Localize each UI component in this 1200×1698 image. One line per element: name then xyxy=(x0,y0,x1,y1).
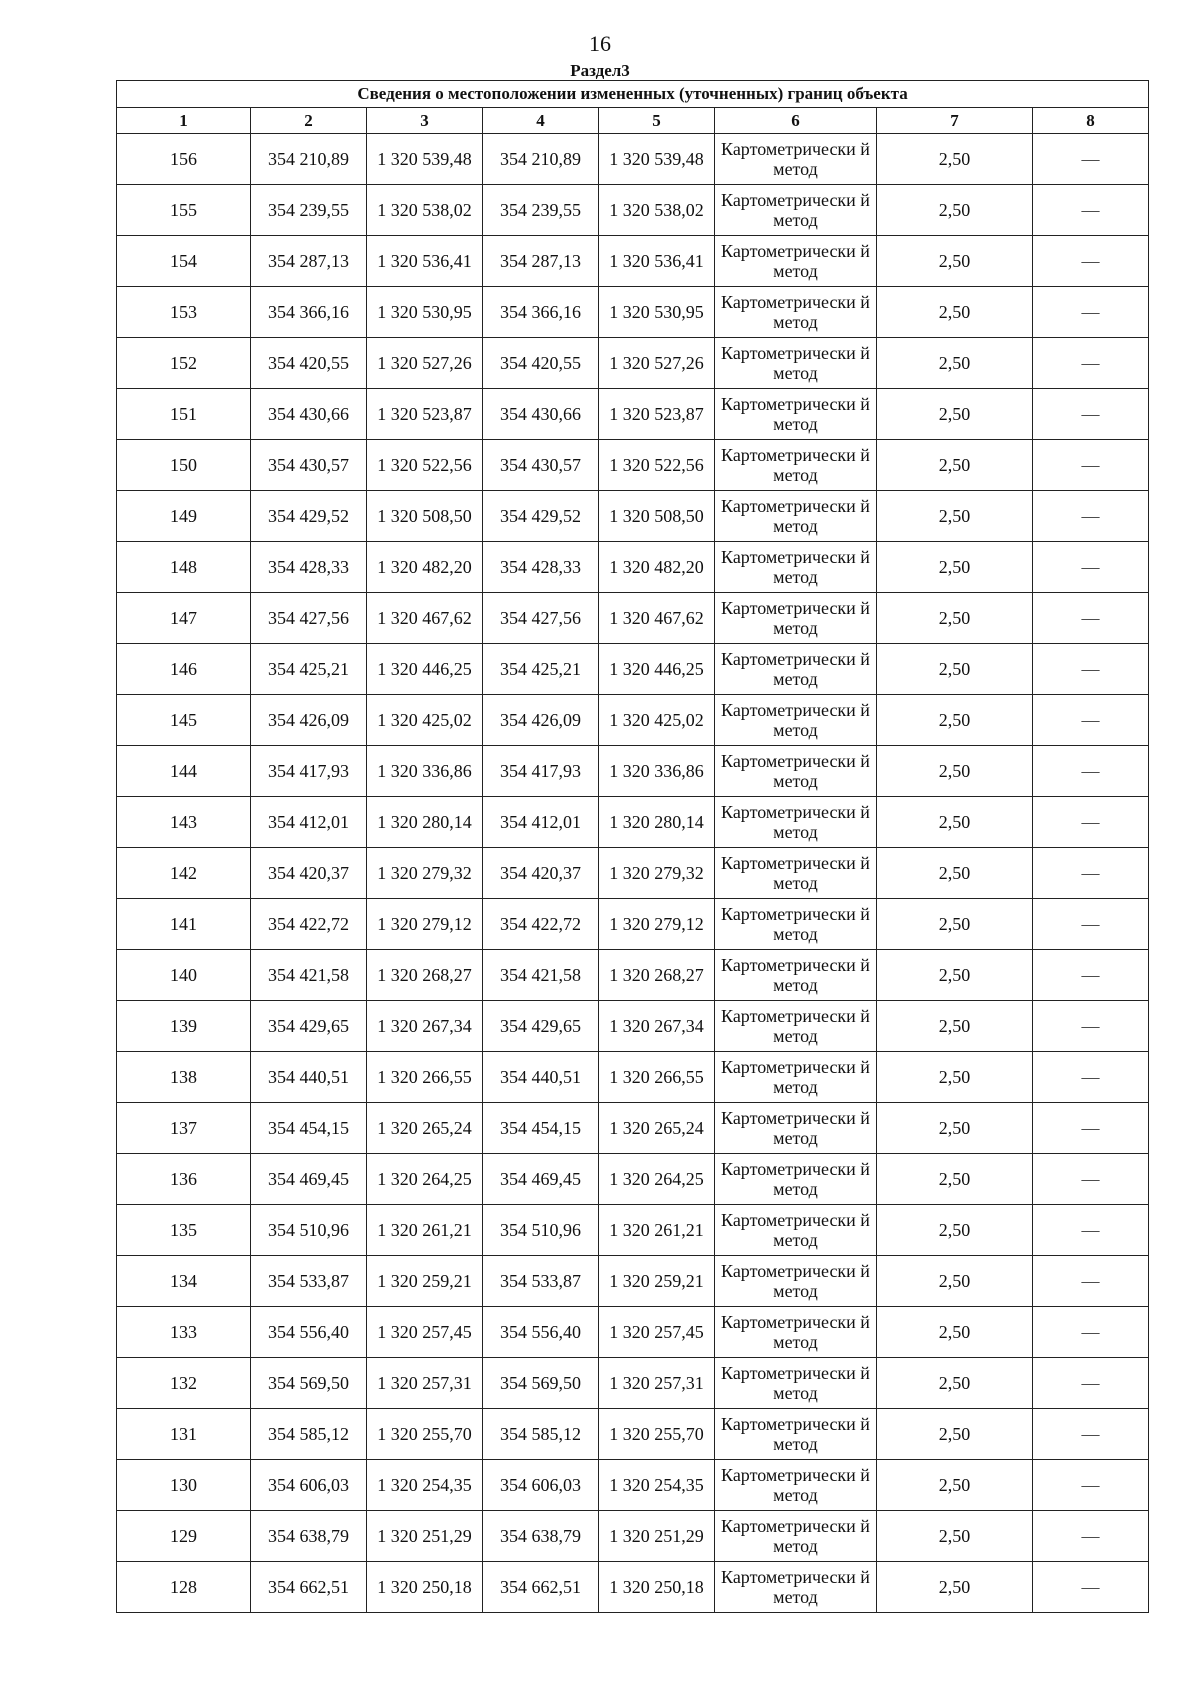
cell-point-number: 155 xyxy=(117,185,251,236)
cell-x-existing: 354 420,37 xyxy=(251,848,367,899)
cell-accuracy: 2,50 xyxy=(877,1409,1033,1460)
cell-method: Картометрически й метод xyxy=(715,542,877,593)
cell-point-number: 140 xyxy=(117,950,251,1001)
cell-method: Картометрически й метод xyxy=(715,1052,877,1103)
cell-y-new: 1 320 446,25 xyxy=(599,644,715,695)
cell-y-existing: 1 320 255,70 xyxy=(367,1409,483,1460)
cell-method: Картометрически й метод xyxy=(715,1460,877,1511)
cell-method: Картометрически й метод xyxy=(715,797,877,848)
cell-y-new: 1 320 467,62 xyxy=(599,593,715,644)
cell-point-number: 150 xyxy=(117,440,251,491)
cell-x-existing: 354 606,03 xyxy=(251,1460,367,1511)
cell-point-number: 146 xyxy=(117,644,251,695)
cell-y-existing: 1 320 446,25 xyxy=(367,644,483,695)
cell-x-existing: 354 430,66 xyxy=(251,389,367,440)
cell-y-new: 1 320 336,86 xyxy=(599,746,715,797)
cell-x-new: 354 556,40 xyxy=(483,1307,599,1358)
cell-x-new: 354 422,72 xyxy=(483,899,599,950)
cell-y-new: 1 320 255,70 xyxy=(599,1409,715,1460)
cell-x-new: 354 569,50 xyxy=(483,1358,599,1409)
cell-x-new: 354 430,66 xyxy=(483,389,599,440)
cell-y-existing: 1 320 268,27 xyxy=(367,950,483,1001)
cell-y-new: 1 320 523,87 xyxy=(599,389,715,440)
cell-accuracy: 2,50 xyxy=(877,899,1033,950)
column-number-4: 4 xyxy=(483,108,599,134)
cell-x-existing: 354 430,57 xyxy=(251,440,367,491)
cell-point-number: 134 xyxy=(117,1256,251,1307)
cell-y-new: 1 320 522,56 xyxy=(599,440,715,491)
cell-point-number: 154 xyxy=(117,236,251,287)
cell-y-new: 1 320 266,55 xyxy=(599,1052,715,1103)
cell-x-new: 354 210,89 xyxy=(483,134,599,185)
cell-x-new: 354 421,58 xyxy=(483,950,599,1001)
cell-method: Картометрически й метод xyxy=(715,746,877,797)
cell-description: — xyxy=(1033,695,1149,746)
cell-y-new: 1 320 508,50 xyxy=(599,491,715,542)
cell-point-number: 131 xyxy=(117,1409,251,1460)
cell-point-number: 149 xyxy=(117,491,251,542)
cell-point-number: 143 xyxy=(117,797,251,848)
cell-description: — xyxy=(1033,440,1149,491)
column-number-row xyxy=(117,108,1149,134)
cell-description: — xyxy=(1033,389,1149,440)
cell-x-new: 354 420,37 xyxy=(483,848,599,899)
cell-point-number: 139 xyxy=(117,1001,251,1052)
cell-accuracy: 2,50 xyxy=(877,1052,1033,1103)
cell-method: Картометрически й метод xyxy=(715,1256,877,1307)
cell-y-existing: 1 320 527,26 xyxy=(367,338,483,389)
cell-accuracy: 2,50 xyxy=(877,593,1033,644)
cell-point-number: 128 xyxy=(117,1562,251,1613)
cell-y-new: 1 320 265,24 xyxy=(599,1103,715,1154)
cell-y-new: 1 320 267,34 xyxy=(599,1001,715,1052)
cell-y-new: 1 320 527,26 xyxy=(599,338,715,389)
cell-x-existing: 354 454,15 xyxy=(251,1103,367,1154)
table-row xyxy=(117,185,1149,236)
cell-y-new: 1 320 259,21 xyxy=(599,1256,715,1307)
cell-method: Картометрически й метод xyxy=(715,1358,877,1409)
table-row xyxy=(117,134,1149,185)
table-row xyxy=(117,950,1149,1001)
cell-x-existing: 354 428,33 xyxy=(251,542,367,593)
cell-point-number: 138 xyxy=(117,1052,251,1103)
cell-x-existing: 354 556,40 xyxy=(251,1307,367,1358)
cell-y-existing: 1 320 523,87 xyxy=(367,389,483,440)
cell-description: — xyxy=(1033,134,1149,185)
cell-x-existing: 354 469,45 xyxy=(251,1154,367,1205)
cell-y-existing: 1 320 280,14 xyxy=(367,797,483,848)
cell-y-existing: 1 320 279,12 xyxy=(367,899,483,950)
cell-point-number: 129 xyxy=(117,1511,251,1562)
cell-x-existing: 354 533,87 xyxy=(251,1256,367,1307)
cell-x-new: 354 428,33 xyxy=(483,542,599,593)
cell-x-new: 354 510,96 xyxy=(483,1205,599,1256)
cell-description: — xyxy=(1033,746,1149,797)
cell-y-existing: 1 320 536,41 xyxy=(367,236,483,287)
cell-method: Картометрически й метод xyxy=(715,185,877,236)
cell-y-existing: 1 320 530,95 xyxy=(367,287,483,338)
cell-description: — xyxy=(1033,236,1149,287)
cell-y-new: 1 320 530,95 xyxy=(599,287,715,338)
cell-x-new: 354 426,09 xyxy=(483,695,599,746)
cell-x-existing: 354 429,52 xyxy=(251,491,367,542)
cell-y-existing: 1 320 336,86 xyxy=(367,746,483,797)
cell-accuracy: 2,50 xyxy=(877,440,1033,491)
cell-accuracy: 2,50 xyxy=(877,491,1033,542)
cell-y-new: 1 320 257,45 xyxy=(599,1307,715,1358)
table-row xyxy=(117,899,1149,950)
cell-y-new: 1 320 538,02 xyxy=(599,185,715,236)
table-caption: Сведения о местоположении измененных (уточненных) границ объекта xyxy=(117,81,1149,108)
cell-point-number: 132 xyxy=(117,1358,251,1409)
table-row xyxy=(117,797,1149,848)
cell-y-existing: 1 320 522,56 xyxy=(367,440,483,491)
cell-point-number: 136 xyxy=(117,1154,251,1205)
cell-x-existing: 354 412,01 xyxy=(251,797,367,848)
cell-x-new: 354 420,55 xyxy=(483,338,599,389)
cell-method: Картометрически й метод xyxy=(715,899,877,950)
cell-method: Картометрически й метод xyxy=(715,338,877,389)
table-row xyxy=(117,1358,1149,1409)
cell-y-existing: 1 320 266,55 xyxy=(367,1052,483,1103)
cell-accuracy: 2,50 xyxy=(877,1307,1033,1358)
cell-method: Картометрически й метод xyxy=(715,644,877,695)
cell-x-new: 354 417,93 xyxy=(483,746,599,797)
cell-x-new: 354 427,56 xyxy=(483,593,599,644)
cell-description: — xyxy=(1033,1256,1149,1307)
cell-accuracy: 2,50 xyxy=(877,1001,1033,1052)
cell-point-number: 137 xyxy=(117,1103,251,1154)
cell-x-existing: 354 239,55 xyxy=(251,185,367,236)
cell-point-number: 153 xyxy=(117,287,251,338)
cell-x-new: 354 533,87 xyxy=(483,1256,599,1307)
cell-description: — xyxy=(1033,185,1149,236)
cell-point-number: 144 xyxy=(117,746,251,797)
cell-description: — xyxy=(1033,848,1149,899)
cell-method: Картометрически й метод xyxy=(715,1001,877,1052)
cell-accuracy: 2,50 xyxy=(877,1511,1033,1562)
cell-accuracy: 2,50 xyxy=(877,134,1033,185)
cell-method: Картометрически й метод xyxy=(715,695,877,746)
cell-y-new: 1 320 482,20 xyxy=(599,542,715,593)
cell-x-existing: 354 585,12 xyxy=(251,1409,367,1460)
table-row xyxy=(117,593,1149,644)
cell-method: Картометрически й метод xyxy=(715,950,877,1001)
cell-point-number: 145 xyxy=(117,695,251,746)
table-row xyxy=(117,1001,1149,1052)
table-body xyxy=(117,134,1149,1613)
cell-point-number: 141 xyxy=(117,899,251,950)
table-row xyxy=(117,1307,1149,1358)
cell-accuracy: 2,50 xyxy=(877,950,1033,1001)
table-row xyxy=(117,1154,1149,1205)
cell-y-existing: 1 320 539,48 xyxy=(367,134,483,185)
cell-accuracy: 2,50 xyxy=(877,1358,1033,1409)
cell-method: Картометрически й метод xyxy=(715,1511,877,1562)
table-row xyxy=(117,491,1149,542)
cell-y-existing: 1 320 467,62 xyxy=(367,593,483,644)
cell-description: — xyxy=(1033,1562,1149,1613)
cell-x-existing: 354 287,13 xyxy=(251,236,367,287)
cell-method: Картометрически й метод xyxy=(715,1154,877,1205)
cell-y-existing: 1 320 254,35 xyxy=(367,1460,483,1511)
cell-method: Картометрически й метод xyxy=(715,1307,877,1358)
cell-x-new: 354 429,52 xyxy=(483,491,599,542)
cell-x-new: 354 662,51 xyxy=(483,1562,599,1613)
cell-x-new: 354 429,65 xyxy=(483,1001,599,1052)
cell-y-new: 1 320 279,12 xyxy=(599,899,715,950)
cell-point-number: 151 xyxy=(117,389,251,440)
cell-y-new: 1 320 250,18 xyxy=(599,1562,715,1613)
cell-accuracy: 2,50 xyxy=(877,746,1033,797)
coordinates-table xyxy=(116,80,1149,1613)
table-row xyxy=(117,1052,1149,1103)
cell-description: — xyxy=(1033,491,1149,542)
table-row xyxy=(117,1103,1149,1154)
cell-description: — xyxy=(1033,338,1149,389)
cell-method: Картометрически й метод xyxy=(715,287,877,338)
cell-x-new: 354 469,45 xyxy=(483,1154,599,1205)
cell-x-new: 354 287,13 xyxy=(483,236,599,287)
cell-accuracy: 2,50 xyxy=(877,1154,1033,1205)
cell-accuracy: 2,50 xyxy=(877,389,1033,440)
table-row xyxy=(117,1511,1149,1562)
table-row xyxy=(117,1205,1149,1256)
cell-description: — xyxy=(1033,644,1149,695)
table-row xyxy=(117,1562,1149,1613)
cell-method: Картометрически й метод xyxy=(715,389,877,440)
cell-description: — xyxy=(1033,542,1149,593)
cell-point-number: 156 xyxy=(117,134,251,185)
column-number-8: 8 xyxy=(1033,108,1149,134)
table-caption-row xyxy=(117,81,1149,108)
cell-method: Картометрически й метод xyxy=(715,440,877,491)
column-number-1: 1 xyxy=(117,108,251,134)
cell-accuracy: 2,50 xyxy=(877,185,1033,236)
cell-y-new: 1 320 251,29 xyxy=(599,1511,715,1562)
table-row xyxy=(117,1256,1149,1307)
cell-point-number: 148 xyxy=(117,542,251,593)
cell-accuracy: 2,50 xyxy=(877,542,1033,593)
cell-point-number: 133 xyxy=(117,1307,251,1358)
cell-x-existing: 354 425,21 xyxy=(251,644,367,695)
cell-y-new: 1 320 254,35 xyxy=(599,1460,715,1511)
cell-x-existing: 354 422,72 xyxy=(251,899,367,950)
table-row xyxy=(117,746,1149,797)
cell-x-existing: 354 426,09 xyxy=(251,695,367,746)
cell-description: — xyxy=(1033,593,1149,644)
cell-x-new: 354 606,03 xyxy=(483,1460,599,1511)
table-row xyxy=(117,1409,1149,1460)
cell-description: — xyxy=(1033,1103,1149,1154)
cell-method: Картометрически й метод xyxy=(715,134,877,185)
cell-y-new: 1 320 536,41 xyxy=(599,236,715,287)
cell-y-new: 1 320 539,48 xyxy=(599,134,715,185)
cell-y-existing: 1 320 261,21 xyxy=(367,1205,483,1256)
cell-y-existing: 1 320 265,24 xyxy=(367,1103,483,1154)
cell-point-number: 152 xyxy=(117,338,251,389)
table-row xyxy=(117,695,1149,746)
cell-description: — xyxy=(1033,797,1149,848)
cell-y-new: 1 320 268,27 xyxy=(599,950,715,1001)
cell-description: — xyxy=(1033,287,1149,338)
cell-accuracy: 2,50 xyxy=(877,644,1033,695)
cell-method: Картометрически й метод xyxy=(715,593,877,644)
cell-y-existing: 1 320 508,50 xyxy=(367,491,483,542)
cell-description: — xyxy=(1033,1358,1149,1409)
cell-x-new: 354 585,12 xyxy=(483,1409,599,1460)
cell-y-existing: 1 320 259,21 xyxy=(367,1256,483,1307)
table-row xyxy=(117,542,1149,593)
cell-accuracy: 2,50 xyxy=(877,1256,1033,1307)
cell-point-number: 142 xyxy=(117,848,251,899)
cell-method: Картометрически й метод xyxy=(715,848,877,899)
cell-x-new: 354 412,01 xyxy=(483,797,599,848)
cell-y-existing: 1 320 257,31 xyxy=(367,1358,483,1409)
section-title: Раздел3 xyxy=(570,61,630,80)
cell-x-new: 354 638,79 xyxy=(483,1511,599,1562)
page-number: 16 xyxy=(589,31,611,56)
cell-accuracy: 2,50 xyxy=(877,797,1033,848)
cell-y-existing: 1 320 482,20 xyxy=(367,542,483,593)
column-number-7: 7 xyxy=(877,108,1033,134)
cell-y-existing: 1 320 250,18 xyxy=(367,1562,483,1613)
column-number-6: 6 xyxy=(715,108,877,134)
cell-description: — xyxy=(1033,899,1149,950)
column-number-3: 3 xyxy=(367,108,483,134)
cell-x-existing: 354 440,51 xyxy=(251,1052,367,1103)
cell-x-existing: 354 638,79 xyxy=(251,1511,367,1562)
cell-description: — xyxy=(1033,1052,1149,1103)
table-row xyxy=(117,389,1149,440)
table-row xyxy=(117,287,1149,338)
cell-x-new: 354 430,57 xyxy=(483,440,599,491)
cell-point-number: 135 xyxy=(117,1205,251,1256)
cell-description: — xyxy=(1033,1307,1149,1358)
cell-accuracy: 2,50 xyxy=(877,1103,1033,1154)
cell-y-existing: 1 320 257,45 xyxy=(367,1307,483,1358)
cell-method: Картометрически й метод xyxy=(715,1103,877,1154)
cell-accuracy: 2,50 xyxy=(877,236,1033,287)
cell-x-existing: 354 569,50 xyxy=(251,1358,367,1409)
table-row xyxy=(117,644,1149,695)
cell-accuracy: 2,50 xyxy=(877,287,1033,338)
cell-description: — xyxy=(1033,1511,1149,1562)
table-row xyxy=(117,1460,1149,1511)
table-row xyxy=(117,236,1149,287)
cell-x-existing: 354 421,58 xyxy=(251,950,367,1001)
cell-description: — xyxy=(1033,1409,1149,1460)
cell-y-existing: 1 320 538,02 xyxy=(367,185,483,236)
table-row xyxy=(117,338,1149,389)
cell-y-new: 1 320 279,32 xyxy=(599,848,715,899)
cell-x-new: 354 425,21 xyxy=(483,644,599,695)
cell-x-existing: 354 510,96 xyxy=(251,1205,367,1256)
column-number-5: 5 xyxy=(599,108,715,134)
cell-method: Картометрически й метод xyxy=(715,491,877,542)
cell-accuracy: 2,50 xyxy=(877,695,1033,746)
cell-y-existing: 1 320 267,34 xyxy=(367,1001,483,1052)
cell-y-new: 1 320 257,31 xyxy=(599,1358,715,1409)
cell-x-new: 354 454,15 xyxy=(483,1103,599,1154)
cell-description: — xyxy=(1033,1205,1149,1256)
cell-x-existing: 354 210,89 xyxy=(251,134,367,185)
cell-x-existing: 354 427,56 xyxy=(251,593,367,644)
cell-y-new: 1 320 264,25 xyxy=(599,1154,715,1205)
cell-x-existing: 354 366,16 xyxy=(251,287,367,338)
cell-accuracy: 2,50 xyxy=(877,848,1033,899)
cell-point-number: 130 xyxy=(117,1460,251,1511)
table-row xyxy=(117,848,1149,899)
column-number-2: 2 xyxy=(251,108,367,134)
cell-y-new: 1 320 280,14 xyxy=(599,797,715,848)
cell-accuracy: 2,50 xyxy=(877,1460,1033,1511)
cell-accuracy: 2,50 xyxy=(877,338,1033,389)
cell-y-existing: 1 320 264,25 xyxy=(367,1154,483,1205)
cell-y-new: 1 320 261,21 xyxy=(599,1205,715,1256)
cell-accuracy: 2,50 xyxy=(877,1205,1033,1256)
cell-x-new: 354 239,55 xyxy=(483,185,599,236)
cell-method: Картометрически й метод xyxy=(715,236,877,287)
cell-method: Картометрически й метод xyxy=(715,1409,877,1460)
cell-method: Картометрически й метод xyxy=(715,1205,877,1256)
cell-y-existing: 1 320 425,02 xyxy=(367,695,483,746)
table-row xyxy=(117,440,1149,491)
cell-x-new: 354 440,51 xyxy=(483,1052,599,1103)
cell-x-new: 354 366,16 xyxy=(483,287,599,338)
cell-point-number: 147 xyxy=(117,593,251,644)
cell-x-existing: 354 417,93 xyxy=(251,746,367,797)
cell-x-existing: 354 420,55 xyxy=(251,338,367,389)
cell-description: — xyxy=(1033,1154,1149,1205)
cell-description: — xyxy=(1033,1001,1149,1052)
cell-y-existing: 1 320 279,32 xyxy=(367,848,483,899)
cell-description: — xyxy=(1033,950,1149,1001)
cell-x-existing: 354 429,65 xyxy=(251,1001,367,1052)
cell-y-existing: 1 320 251,29 xyxy=(367,1511,483,1562)
cell-description: — xyxy=(1033,1460,1149,1511)
cell-accuracy: 2,50 xyxy=(877,1562,1033,1613)
cell-y-new: 1 320 425,02 xyxy=(599,695,715,746)
cell-x-existing: 354 662,51 xyxy=(251,1562,367,1613)
cell-method: Картометрически й метод xyxy=(715,1562,877,1613)
